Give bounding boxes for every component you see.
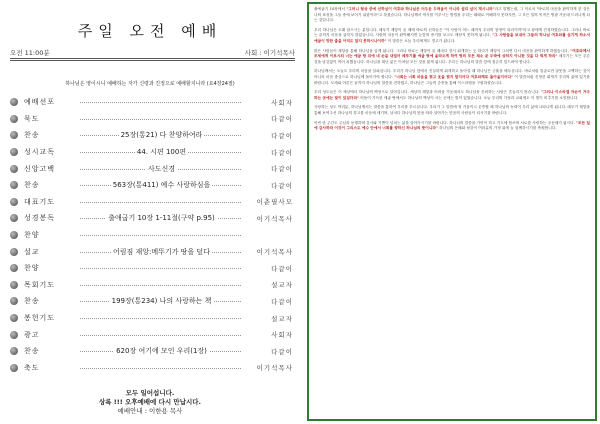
- bullet-icon: [10, 131, 18, 139]
- bullet-icon: [10, 281, 18, 289]
- page-title: 주일 오전 예배: [77, 22, 223, 40]
- order-person: 설교자: [271, 281, 293, 290]
- closing-guide: 예배안내 : 이한용 목사: [117, 407, 183, 415]
- sermon-paragraph: 하나님께서는 오늘도 우리의 마음을 살피십니다. 우리가 하나님 앞에서 진실하게 회개하고 돌아설 때 하나님은 긍휼을 베푸십니다. 바로처럼 입술로만 잘못을 고백하는 것이 아니라 마음 중심으로 하나님께 돌아가야 합니다. "너희는 너희 마음을 찢고 옷을 찢지 말지어다 여호와께로 돌아올지어다" 이 말씀처럼 진정한 회개가 우리의 삶에 있기를 바랍니다. 모세와 아론은 끝까지 하나님의 말씀을 전하였고, 하나님은 그들의 순종을 통해 이스라엘을 구원하셨습니다.: [314, 69, 590, 85]
- order-label: 광고: [24, 330, 40, 339]
- leader-dots: [80, 368, 241, 369]
- sermon-paragraph: 많은 사람들이 재앙을 통해 하나님을 알게 됩니다. 그러나 바로는 재앙이 올 때마다 잠시 회개하는 듯 하다가 재앙이 그치면 다시 마음을 완악하게 하였습니다. "여호와께서 모세에게 이르시되 너는 애굽 땅 위에 네 손을 내밀어 메뚜기를 애굽 땅에 올라오게 하여 땅의 모든 채소 곧 우박에 상하지 아니한 것을 다 먹게 하라" 메뚜기는 모든 푸른 것을 남김없이 먹어 치웠습니다. 하나님을 떠난 삶은 이처럼 모든 것을 잃게 됩니다. 우리는 하나님의 말씀 앞에 겸손히 엎드려야 합니다.: [314, 48, 590, 64]
- order-content: 199장(통234) 나의 사랑하는 책: [111, 297, 212, 306]
- closing-notes: [0, 389, 300, 416]
- order-content: 620장 여기에 모인 우리(1장): [116, 347, 207, 356]
- order-row: [10, 127, 293, 144]
- order-row: [10, 111, 293, 128]
- order-content: 563장(통411) 예수 사랑하심을: [112, 181, 211, 190]
- sermon-paragraph: 출애굽기 10장에서 "그러니 형상 중에 선하심이 여호와 하나님은 어두운 두려움이 아니라 섭리 넘어 계시니라"라고 말했는데, 그 이로서 "바로의 마음을 완악하게 한 것은 나의 표징을 그들 중에 보이기 위함이라"고 하셨습니다. 하나님께서 역사를 이루시는 방법을 우리는 때때로 이해하지 못하지만, 그 모든 일의 목적은 영광 가운데 드러나게 되는 것입니다.: [314, 7, 590, 23]
- order-row: [10, 343, 293, 360]
- order-row: [10, 160, 293, 177]
- order-label: 찬송: [24, 297, 40, 306]
- order-label: 찬송: [24, 347, 40, 356]
- order-person: 다같이: [271, 347, 293, 356]
- leader-dots: [80, 335, 241, 336]
- leader-dots: [80, 268, 241, 269]
- scripture-quote: "여호와께서 모세에게 이르시되 너는 애굽 땅 위에 네 손을 내밀어 메뚜기를 애굽 땅에 올라오게 하여 땅의 모든 채소 곧 우박에 상하지 아니한 것을 다 먹게 하라": [314, 48, 590, 59]
- order-label: 찬양: [24, 264, 40, 273]
- bullet-icon: [10, 314, 18, 322]
- bullet-icon: [10, 347, 18, 355]
- order-label: 찬송: [24, 181, 40, 190]
- order-person: 사회자: [271, 331, 293, 340]
- order-row: [10, 194, 293, 211]
- order-label: 대표기도: [24, 197, 56, 206]
- closing-stand: 모두 일어섭니다.: [125, 389, 175, 397]
- bullet-icon: [10, 214, 18, 222]
- service-time: 오전 11:00분: [10, 49, 50, 57]
- order-person: 다같이: [271, 131, 293, 140]
- bullet-icon: [10, 331, 18, 339]
- order-person: 이춘필사모: [256, 198, 293, 207]
- sermon-paragraph: 사랑하는 성도 여러분, 하나님께서는 말씀을 통하여 우리를 부르십니다. 우리가 그 말씀에 귀 기울이고 순종할 때 하나님의 능력이 우리 삶에 나타나게 됩니다. 메뚜기 재앙을 통해 보여주신 하나님의 경고를 마음에 새기며, 날마다 하나님의 뜻을 따라 살아가는 믿음의 사람들이 되시기를 바랍니다.: [314, 105, 590, 115]
- bullet-icon: [10, 181, 18, 189]
- worship-order-list: [10, 94, 293, 376]
- order-row: [10, 277, 293, 294]
- order-row: [10, 144, 293, 161]
- order-row: [10, 210, 293, 227]
- service-officiant: 사회 : 이기석목사: [244, 49, 295, 57]
- leader-dots: [80, 202, 241, 203]
- order-row: [10, 227, 293, 244]
- order-label: 묵도: [24, 114, 40, 123]
- order-row: [10, 326, 293, 343]
- order-person: 다같이: [271, 297, 293, 306]
- order-content: 출애굽기 10장 1-11절(구약 p.95): [108, 214, 215, 223]
- order-label: 성시교독: [24, 148, 56, 157]
- leader-dots: [80, 119, 241, 120]
- scripture-notice: 하나님은 영이시니 예배하는 자가 신령과 진정으로 예배할지니라 (요4장24절): [65, 81, 235, 87]
- service-header: [10, 48, 295, 57]
- bullet-icon: [10, 115, 18, 123]
- bullet-icon: [10, 364, 18, 372]
- order-row: [10, 94, 293, 111]
- order-row: [10, 293, 293, 310]
- order-person: 이기석목사: [256, 364, 293, 373]
- sermon-paragraph: 우리 하나님은 오래 참으시는 분입니다. 메뚜기 재앙이 올 때에 바로의 신하들은 "이 사람이 어느 때까지 우리의 함정이 되리이까"라고 왕에게 간청하였습니다. 그러나 바로는 끝까지 마음을 굽히지 않았습니다. 사람의 마음이 완악해지면 눈앞의 증거를 보고도 깨닫지 못하게 됩니다. "그 사람들을 보내어 그들의 하나님 여호와를 섬기게 하소서 애굽이 망한 줄을 아직도 알지 못하시나이까" 이 말씀은 오늘 우리에게도 경고가 됩니다.: [314, 27, 591, 43]
- order-row: [10, 260, 293, 277]
- order-person: 사회자: [271, 98, 293, 107]
- leader-dots: [80, 318, 241, 319]
- order-label: 설교: [24, 247, 40, 256]
- sermon-paragraph: 이번 한 주간도 주님과 동행하며 감사와 기쁨이 넘치는 삶을 살아가시기를 바랍니다. 하나님의 말씀을 가까이 하고 기도에 힘쓰며 서로를 사랑하는 공동체가 됩시다. "모든 일에 감사하라 이것이 그리스도 예수 안에서 너희를 향하신 하나님의 뜻이니라" 하나님의 은혜와 평강이 여러분의 가정 위에 늘 함께하시기를 축원합니다.: [314, 120, 590, 131]
- order-label: 예배선포: [24, 98, 56, 107]
- bullet-icon: [10, 248, 18, 256]
- order-label: 목회기도: [24, 280, 56, 289]
- bullet-icon: [10, 264, 18, 272]
- bullet-icon: [10, 165, 18, 173]
- order-person: 다같이: [271, 148, 293, 157]
- order-label: 찬양: [24, 231, 40, 240]
- bullet-icon: [10, 231, 18, 239]
- order-label: 성경봉독: [24, 214, 56, 223]
- order-row: [10, 243, 293, 260]
- order-content: 어림짐 재앙:메뚜기가 땅을 덮다: [113, 247, 210, 256]
- order-content: 44. 시편 100편: [136, 148, 187, 157]
- closing-farewell: 상록 !!! 오후예배에 다시 만납시다.: [98, 398, 202, 406]
- bullet-icon: [10, 98, 18, 106]
- scripture-quote: "너희는 너희 마음을 찢고 옷을 찢지 말지어다 여호와께로 돌아올지어다": [394, 74, 514, 79]
- order-row: [10, 360, 293, 377]
- order-person: 다같이: [271, 264, 293, 273]
- bullet-icon: [10, 148, 18, 156]
- order-row: [10, 177, 293, 194]
- order-person: 다같이: [271, 181, 293, 190]
- order-label: 찬송: [24, 131, 40, 140]
- order-row: [10, 310, 293, 327]
- order-person: 설교자: [271, 314, 293, 323]
- order-person: 이기석목사: [256, 214, 293, 223]
- sermon-summary-panel: [307, 2, 597, 421]
- order-content: 사도신경: [147, 164, 176, 173]
- leader-dots: [80, 102, 241, 103]
- order-label: 봉헌기도: [24, 314, 56, 323]
- scripture-quote: "모든 일에 감사하라 이것이 그리스도 예수 안에서 너희를 향하신 하나님의 뜻이니라": [314, 120, 590, 131]
- order-label: 축도: [24, 363, 40, 372]
- scripture-quote: "그 사람들을 보내어 그들의 하나님 여호와를 섬기게 하소서 애굽이 망한 줄을 아직도 알지 못하시나이까": [314, 33, 591, 43]
- bullet-icon: [10, 297, 18, 305]
- bullet-icon: [10, 198, 18, 206]
- leader-dots: [80, 235, 241, 236]
- header-divider: [10, 58, 295, 61]
- sermon-paragraph: 우리 성도들은 이 세상에서 하나님의 백성으로 살아갑니다. 세상의 재앙과 어려움 가운데서도 하나님을 신뢰하는 사람은 흔들리지 않습니다. "그러나 이스라엘 자손이 거주하는 곳에는 빛이 있었더라" 어둠이 가득한 애굽 땅에서도 하나님의 백성이 사는 곳에는 빛이 있었습니다. 오늘 우리의 가정과 교회에도 이 빛이 비추기를 소망합니다.: [314, 90, 590, 100]
- order-person: 다같이: [271, 165, 293, 174]
- leader-dots: [80, 285, 241, 286]
- order-person: 다같이: [271, 115, 293, 124]
- scripture-quote: "그러나 이스라엘 자손이 거주하는 곳에는 빛이 있었더라": [314, 90, 590, 100]
- scripture-quote: "그러니 형상 중에 선하심이 여호와 하나님은 어두운 두려움이 아니라 섭리 넘어 계시니라": [346, 7, 495, 11]
- order-person: 이기석목사: [256, 248, 293, 257]
- order-content: 25장(통21) 다 찬양하여라: [120, 131, 203, 140]
- order-label: 신앙고백: [24, 164, 56, 173]
